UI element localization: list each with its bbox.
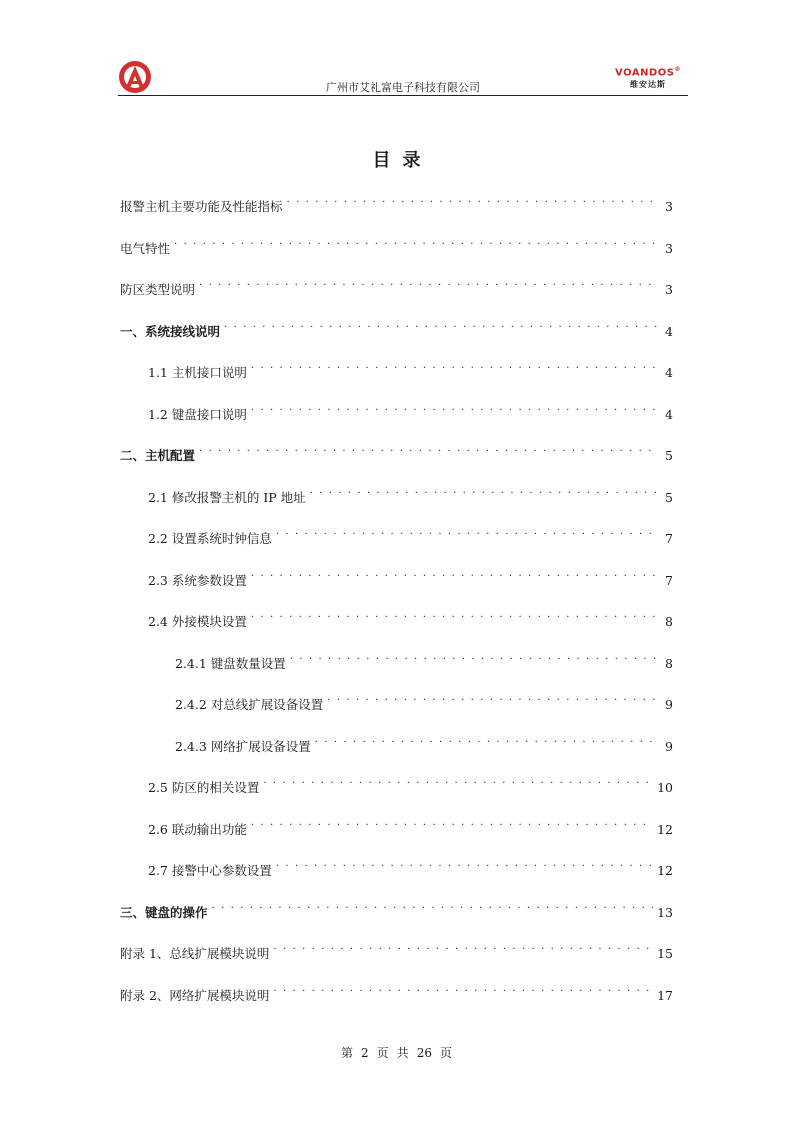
toc-entry-page: 7 [665, 531, 673, 546]
toc-entry-label: 一、系统接线说明 [120, 323, 221, 339]
toc-entry-label: 2.4.3 网络扩展设备设置 [175, 738, 311, 754]
toc-entry-label: 电气特性 [120, 240, 171, 256]
toc-entry-page: 4 [665, 365, 673, 380]
header-divider [118, 95, 688, 96]
toc-entry[interactable] [148, 563, 673, 588]
toc-entry-page: 12 [657, 821, 673, 837]
toc-entry-page: 17 [657, 987, 673, 1003]
footer-current-page: 2 [361, 1046, 369, 1060]
toc-entry-page: 10 [657, 780, 673, 795]
toc-entry[interactable] [175, 687, 673, 712]
toc-entry[interactable] [120, 314, 673, 339]
registered-mark: ® [674, 66, 681, 73]
toc-entry-page: 8 [665, 655, 673, 671]
toc-entry[interactable] [148, 853, 673, 878]
toc-entry-label: 2.4 外接模块设置 [148, 614, 247, 629]
toc-leader-dots [251, 604, 657, 626]
toc-entry-label: 2.7 接警中心参数设置 [148, 863, 272, 878]
toc-entry[interactable] [120, 438, 673, 463]
toc-leader-dots [327, 687, 657, 709]
toc-leader-dots [273, 936, 653, 958]
toc-leader-dots [290, 646, 657, 668]
brand-name-text [608, 64, 688, 79]
toc-entry-page: 9 [665, 697, 673, 712]
toc-leader-dots [276, 853, 653, 875]
toc-entry[interactable] [148, 355, 673, 380]
toc-entry-page: 4 [665, 406, 673, 422]
toc-entry-page: 7 [665, 572, 673, 588]
toc-entry-page: 3 [665, 199, 673, 214]
toc-entry[interactable] [120, 978, 673, 1003]
toc-entry-label: 2.5 防区的相关设置 [148, 780, 260, 795]
toc-leader-dots [315, 729, 657, 751]
toc-entry[interactable] [175, 646, 673, 671]
toc-entry[interactable] [175, 729, 673, 754]
toc-entry-page: 5 [665, 489, 673, 505]
toc-entry-label: 2.1 修改报警主机的 IP 地址 [148, 489, 306, 505]
toc-entry[interactable] [120, 936, 673, 961]
toc-leader-dots [212, 895, 654, 917]
toc-leader-dots [251, 812, 653, 834]
brand-subtitle: 维安达斯 [630, 80, 666, 90]
toc-entry[interactable] [148, 812, 673, 837]
toc-entry-page: 8 [665, 614, 673, 629]
toc-entry[interactable] [148, 521, 673, 546]
footer-page-word: 页 [376, 1046, 389, 1060]
toc-entry-label: 报警主机主要功能及性能指标 [120, 199, 283, 214]
toc-leader-dots [199, 272, 657, 294]
toc-title: 目录 [372, 150, 433, 171]
toc-entry-label: 2.3 系统参数设置 [148, 572, 247, 588]
footer-prefix: 第 [341, 1046, 354, 1060]
toc-leader-dots [251, 355, 657, 377]
toc-entry-page: 3 [665, 240, 673, 256]
toc-leader-dots [224, 314, 657, 336]
brand-name: VOANDOS [615, 67, 675, 79]
toc-entry[interactable] [148, 770, 673, 795]
toc-leader-dots [310, 480, 657, 502]
footer-total-word: 共 [396, 1046, 409, 1060]
toc-entry-label: 附录 2、网络扩展模块说明 [120, 987, 270, 1003]
toc-leader-dots [273, 978, 653, 1000]
toc-entry-label: 1.1 主机接口说明 [148, 365, 247, 380]
toc-entry[interactable] [148, 480, 673, 505]
toc-entry-page: 13 [657, 904, 673, 920]
toc-leader-dots [276, 521, 657, 543]
footer-suffix: 页 [439, 1046, 452, 1060]
toc-entry[interactable] [148, 397, 673, 422]
toc-entry[interactable] [120, 189, 673, 214]
toc-entry-label: 1.2 键盘接口说明 [148, 406, 247, 422]
toc-entry-page: 15 [657, 946, 673, 961]
toc-entry-label: 三、键盘的操作 [120, 904, 208, 920]
toc-entry-page: 12 [657, 863, 673, 878]
toc-entry-label: 2.4.2 对总线扩展设备设置 [175, 697, 324, 712]
page-header [118, 56, 688, 96]
toc-entry-label: 2.2 设置系统时钟信息 [148, 531, 272, 546]
toc-entry-label: 2.4.1 键盘数量设置 [175, 655, 286, 671]
toc-entry-label: 2.6 联动输出功能 [148, 821, 247, 837]
toc-entry-label: 二、主机配置 [120, 448, 196, 463]
toc-leader-dots [263, 770, 653, 792]
toc-entry-label: 附录 1、总线扩展模块说明 [120, 946, 270, 961]
toc-entry-page: 3 [665, 282, 673, 297]
toc-entry-page: 9 [665, 738, 673, 754]
toc-entry-label: 防区类型说明 [120, 282, 196, 297]
toc-entry-page: 4 [665, 323, 673, 339]
toc-leader-dots [251, 563, 657, 585]
footer-total-pages: 26 [416, 1046, 432, 1060]
brand-logo [608, 64, 688, 90]
toc-entry-page: 5 [665, 448, 673, 463]
toc-leader-dots [174, 231, 657, 253]
toc-leader-dots [251, 397, 657, 419]
toc-leader-dots [287, 189, 657, 211]
page-footer [0, 1044, 793, 1061]
header-company-name: 广州市艾礼富电子科技有限公司 [326, 81, 480, 94]
toc-entry[interactable] [120, 231, 673, 256]
toc-entry[interactable] [120, 272, 673, 297]
toc-leader-dots [199, 438, 657, 460]
toc-entry[interactable] [120, 895, 673, 920]
toc-entry[interactable] [148, 604, 673, 629]
